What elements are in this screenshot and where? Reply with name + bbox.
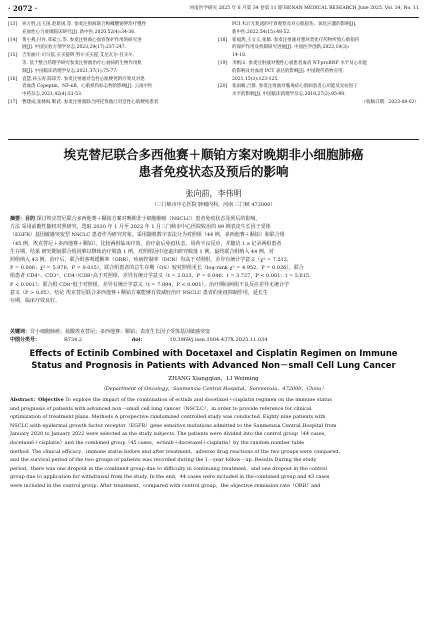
abstract-text: 存期，临床疗效良好。 xyxy=(10,298,61,305)
reference-number: [20] xyxy=(218,84,228,90)
abstract-text: 方法 采用前瞻性随机对照研究，选取 2020 年 1 月至 2022 年 1 月三门峡市中心医院收治的 89 例表皮生长因子受体 xyxy=(10,224,271,231)
authors-zh: 张向前，李伟明 xyxy=(185,189,242,198)
abstract-line xyxy=(10,231,417,239)
abstract-text: and the survival period of the two groups of patients was recorded during the 1－year follow－up. Results During the study xyxy=(10,457,317,464)
doi-link[interactable]: 10.3969/j.issn.1004-437X.2025.11.034 xyxy=(169,337,268,343)
abstract-text: （45 例，埃克替尼＋多西他赛＋顺铂）。比较两组临床疗效、治疗前后免疫状态、用药不良反应，并随访 1 a 记录两组患者 xyxy=(10,240,282,247)
reference-text: 14-18. xyxy=(232,53,247,59)
abstract-text: period，there was one dropout in the combined group due to difficulty in continuing treatment，and one dropout in the control xyxy=(10,465,327,472)
abstract-line xyxy=(10,264,417,272)
reference-text: 制[J]. 中国临床药理学杂志,2021,37(1):75-77. xyxy=(22,68,118,74)
references-left-column xyxy=(8,21,208,107)
abstract-line xyxy=(10,396,417,405)
abstract-text: 组患者 CD4⁺、CD3⁺、CD4⁺/CD8⁺高于对照组，差异有统计学意义（t = 2.023，P = 0.046；t = 3.727，P < 0.001；t = 5.615， xyxy=(10,273,315,280)
reference-number: [13] xyxy=(8,22,18,27)
reference-text: 曹建成,张林海,靳武. 参麦注射液联合阿托伐他汀对急性心肌梗死患者 xyxy=(22,99,159,105)
clc-value: R734.2 xyxy=(64,337,83,343)
article-title-zh xyxy=(8,146,419,180)
abstract-en xyxy=(10,396,417,491)
references-rule xyxy=(8,139,419,140)
abstract-line xyxy=(10,256,417,264)
abstract-text: group due to application for withdrawal from the study. In the end，44 cases were included in the combined group and 43 cases xyxy=(10,474,330,481)
reference-item xyxy=(8,21,208,37)
abstract-text: docetaxel＋cisplatin）and the combined group（45 cases，ectinib＋docetaxel＋cisplatin）by the random number table xyxy=(10,439,305,446)
reference-item xyxy=(8,37,208,53)
abstract-line xyxy=(10,465,417,474)
reference-text: 展[J]. 中国实验方剂学杂志,2023,29(17):237-247. xyxy=(22,45,127,51)
clc-label: 中图分类号： xyxy=(10,337,41,343)
abstract-text: 意义（P > 0.05）。结论 埃克替尼联合多西他赛＋顺铂方案能够有效减轻治疗 NSCLC 患者的免疫抑制作用，延长生 xyxy=(10,289,268,296)
article-title-en xyxy=(8,347,419,371)
abstract-text: P = 0.006；χ² = 5.976，P = 0.015）。联合组患者的总生存期（OS）较对照组更长（log-rank χ² = 4.952，P = 0.026）。联合 xyxy=(10,265,304,272)
abstract-line xyxy=(10,289,417,297)
abstract-line xyxy=(10,223,417,231)
reference-number: [16] xyxy=(8,76,18,82)
abstract-line xyxy=(10,422,417,431)
reference-text: 2021,15(3):123-125. xyxy=(232,76,279,82)
title-line: 埃克替尼联合多西他赛＋顺铂方案对晚期非小细胞肺癌 xyxy=(63,147,364,162)
abstract-line xyxy=(10,439,417,448)
reference-text: 孙万胜,岳玉国,赵新国,等. 参麦注射液联合枸橼酸铋钾治疗慢性 xyxy=(22,22,147,27)
abstract-line xyxy=(10,482,417,491)
title-line: Effects of Ectinib Combined with Docetaxel and Cisplatin Regimen on Immune xyxy=(29,348,398,358)
abstract-text: 照组纳入 43 例。治疗后，联合组客观缓解率（ORR）、疾病控制率（DCR）均高于对照组，差异有统计学意义（χ² = 7.512， xyxy=(10,257,292,264)
abstract-text: To explore the impact of the combination of ectinib and docetaxel＋cisplatin regimen on the immune status xyxy=(65,397,332,403)
abstract-text: 生存期。结果 研究期间联合组因难以继续治疗脱落 1 例，对照组因中途退出研究脱落 1 例，最终联合组纳入 44 例，对 xyxy=(10,248,274,255)
reference-item xyxy=(218,37,419,60)
reference-text: 者血清 Copeptin、NF-κB、心肌损伤标志物的影响[J]. 云南中医 xyxy=(22,84,153,90)
abstract-line xyxy=(10,272,417,280)
reference-text: 吉米丽汗·司马依,买买提明·努尔买买提,艾尼瓦尔·吾买尔, xyxy=(22,53,135,59)
reference-item xyxy=(8,52,208,75)
keywords-text: 非小细胞肺癌；盐酸埃克替尼；多西他赛；顺铂；表皮生长因子受体基因敏感突变 xyxy=(30,329,211,335)
reference-item xyxy=(218,21,419,37)
abstract-line xyxy=(10,473,417,482)
abstract-text: P < 0.001）；联合组 CD8⁺低于对照组，差异有统计学意义（t = 7.894，P < 0.001）。治疗期间两组不良反应差异无统计学 xyxy=(10,281,290,288)
abstract-line xyxy=(10,240,417,248)
received-date: （收稿日期：2023-08-02） xyxy=(361,99,419,105)
reference-text: 崔福然,王文义,张薇. 参麦注射液对蒽环类化疗药物所致心肌损伤 xyxy=(232,37,360,43)
abstract-text: optimization of treatment plans. Methods A prospective randomized controlled study was conducted. Eighty nine patients with xyxy=(10,414,326,421)
abstract-text: NSCLC with epidermal growth factor receptor（EGFR）gene sensitive mutations admitted to the Sanmenxia Central Hospital from xyxy=(10,422,337,429)
affiliation-zh: （三门峡市中心医院 肿瘤内科，河南 三门峡 472000） xyxy=(151,202,276,208)
header-rule xyxy=(8,17,419,18)
reference-number: [18] xyxy=(218,37,228,43)
reference-text: 中药杂志,2021,42(4):51-53. xyxy=(22,92,83,98)
reference-text: 黄小燕,付丹,邓家立,等. 参麦注射液心血管保护作用的研究进 xyxy=(22,37,142,43)
authors-en: ZHANG Xiangqian，LI Weiming xyxy=(168,376,259,382)
abstract-label: 摘要：目的 xyxy=(10,216,36,222)
abstract-zh xyxy=(10,215,417,305)
abstract-line xyxy=(10,215,417,223)
reference-text: 等. 基于整合药理学研究参麦注射液治疗心衰病的生物作用机 xyxy=(22,60,142,66)
abstract-text: （EGFR）基因敏感突变型 NSCLC 患者作为研究对象，采用随机数字表法分为对照组（44 例，多西他赛＋顺铂）和联合组 xyxy=(10,232,285,239)
abstract-line xyxy=(10,413,417,422)
article-meta xyxy=(10,328,417,344)
reference-text: 水平的影响[J]. 中国临床药理学杂志,2018,27(2):95-98. xyxy=(232,92,346,98)
reference-text: 的保护作用及机制研究进展[J]. 中国医学创新,2022,19(3): xyxy=(232,45,350,51)
abstract-text: January 2020 to January 2022 were selected as the study subjects. The patients were divided into the control group（44 cases， xyxy=(10,431,329,438)
abstract-text: 探讨埃克替尼联合多西他赛＋顺铂方案对晚期非小细胞肺癌（NSCLC）患者免疫状态及预后的影响。 xyxy=(36,216,261,222)
reference-text: PCI 术后无复流的疗效观察及对心肌损伤、氧化应激的影响[J]. xyxy=(232,22,357,27)
reference-text: 李帆山. 参麦注射液对慢性心衰患者血清 NT-proBNP 水平及心功能 xyxy=(232,60,368,66)
reference-number: [19] xyxy=(218,60,228,66)
reference-text: 张雨楠,吕群. 参麦注射液对脓毒症心肌病患者心功能及炎症因子 xyxy=(232,84,358,90)
page-number: · 2072 · xyxy=(8,4,38,13)
abstract-line xyxy=(10,281,417,289)
abstract-line xyxy=(10,456,417,465)
classification-ids xyxy=(10,336,417,344)
abstract-line xyxy=(10,448,417,457)
reference-number: [17] xyxy=(8,99,18,105)
reference-item xyxy=(8,76,208,99)
doi-label: doi： xyxy=(131,337,146,343)
abstract-text: and prognosis of patients with advanced non－small cell lung cancer（NSCLC），in order to provide reference for clinical xyxy=(10,405,312,412)
reference-number: [15] xyxy=(8,53,18,59)
reference-item xyxy=(8,99,208,107)
reference-text: 袁慧,孙玉涛,陈琼芳. 参麦注射液对急性心肌梗死的疗效及对患 xyxy=(22,76,145,82)
keywords-zh xyxy=(10,328,417,336)
reference-text: 新中医,2022,54(15):48-52. xyxy=(232,29,291,35)
running-header xyxy=(8,4,419,16)
abstract-label: Abstract：Objective xyxy=(10,397,64,403)
running-head-text: 河南医学研究 2025 年 6 月第 34 卷第 11 期 HENAN MEDICAL RESEARCH June 2025, Vol. 34, No. 11 xyxy=(189,6,419,11)
title-line: 患者免疫状态及预后的影响 xyxy=(138,164,289,179)
abstract-line xyxy=(10,430,417,439)
reference-number: [14] xyxy=(8,37,18,43)
title-line: Status and Prognosis in Patients with Advanced Non－small Cell Lung Cancer xyxy=(31,360,396,370)
reference-item xyxy=(218,83,419,99)
abstract-line xyxy=(10,405,417,414)
keywords-label: 关键词： xyxy=(10,329,31,335)
affiliation-en: （Department of Oncology，Sanmenxia Central Hospital，Sanmenxia，472000，China） xyxy=(100,386,327,392)
reference-text: 的影响及对血清 PCT 表达的影响[J]. 中国现代药物应用, xyxy=(232,68,344,74)
reference-item xyxy=(218,60,419,83)
references-right-column xyxy=(218,21,419,107)
abstract-line xyxy=(10,248,417,256)
abstract-text: were included in the control group. After treatment，compared with control group，the objective remission rate（ORR）and xyxy=(10,482,321,489)
abstract-text: method. The clinical efficacy，immune status before and after treatment，adverse drug reactions of the two groups were compared， xyxy=(10,448,344,455)
reference-text: 充血性心力衰竭临床研究[J]. 新中医,2020,52(4):34-36. xyxy=(22,29,136,35)
abstract-line xyxy=(10,297,417,305)
